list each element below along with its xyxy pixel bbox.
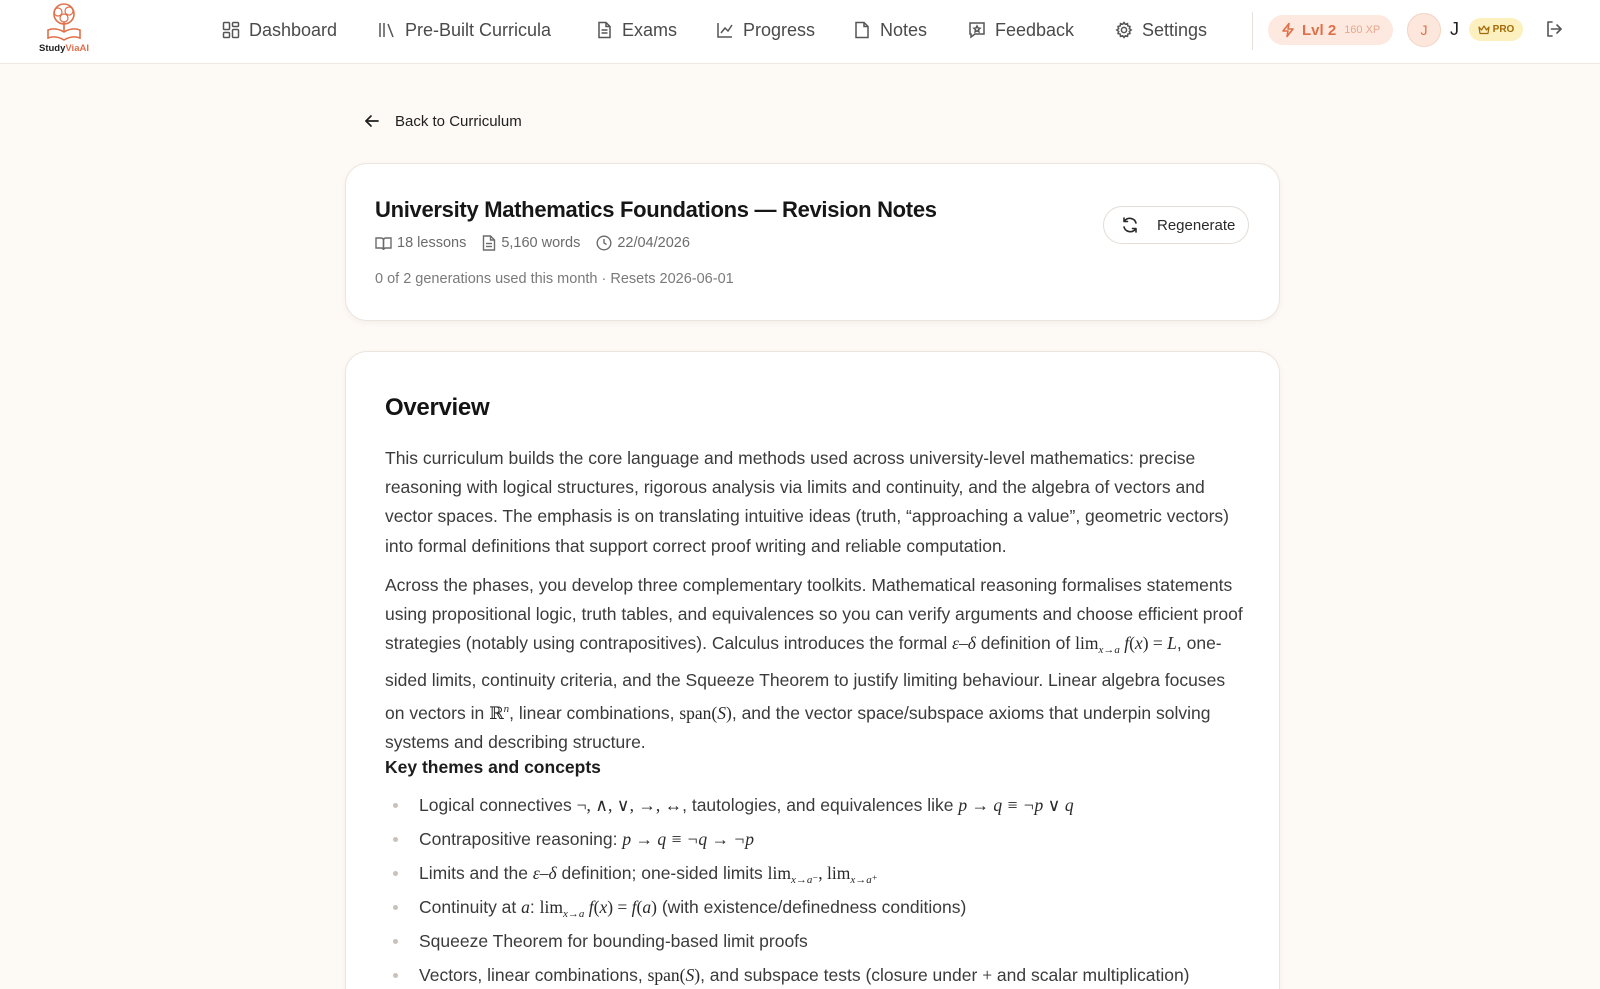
list-item: [385, 890, 1265, 924]
user-name: J: [1450, 19, 1459, 39]
generated-date: [596, 235, 690, 251]
nav-progress-label: Progress: [743, 19, 816, 40]
library-icon: [378, 21, 396, 39]
p2-text-3: , one-sided limits, continuity criteria, and the Squeeze Theorem to justify limiting behaviour. Linear algebra focuses on vectors in: [385, 633, 1226, 723]
contrapositive-math: p → q ≡ ¬q → ¬p: [622, 829, 754, 849]
nav-progress[interactable]: [716, 18, 815, 42]
top-navigation-bar: [0, 0, 1600, 64]
brand-name-part1: Study: [39, 43, 66, 54]
refresh-icon: [1121, 216, 1139, 234]
regenerate-label: Regenerate: [1157, 216, 1236, 234]
nav-divider: [1252, 12, 1253, 50]
nav-notes[interactable]: [853, 18, 927, 42]
nav-notes-label: Notes: [880, 19, 928, 40]
line-chart-icon: [716, 21, 734, 39]
list-item: [385, 958, 1265, 989]
word-count: [482, 235, 580, 251]
brand-name-part2: ViaAI: [65, 43, 89, 54]
key-themes-heading: Key themes and concepts: [385, 757, 601, 777]
implication-equivalence-math: p → q ≡ ¬p ∨ q: [958, 795, 1074, 815]
b2-text-1: Contrapositive reasoning:: [419, 829, 623, 849]
level-badge[interactable]: [1268, 15, 1393, 45]
nav-exams[interactable]: [595, 18, 677, 42]
back-link-label: Back to Curriculum: [395, 112, 522, 130]
key-themes-list: [385, 788, 1265, 989]
lightning-icon: [1280, 22, 1296, 38]
open-book-icon: [375, 236, 392, 251]
nav-dashboard-label: Dashboard: [249, 19, 338, 40]
span-s-math: span(S): [647, 965, 701, 985]
b3-text-2: definition; one-sided limits: [556, 863, 768, 883]
logout-icon: [1544, 19, 1564, 39]
list-item: [385, 788, 1265, 822]
pro-badge-label: PRO: [1492, 24, 1515, 35]
nav-feedback-label: Feedback: [995, 19, 1075, 40]
nav-settings[interactable]: [1115, 18, 1207, 42]
b3-text-1: Limits and the: [419, 863, 533, 883]
b6-text-1: Vectors, linear combinations,: [419, 965, 648, 985]
limit-definition-math: $\lim_{x\to a} f(x) = L$: [1075, 633, 1177, 657]
b4-text-3: (with existence/definedness conditions): [656, 897, 967, 917]
b6-text-3: and scalar multiplication): [992, 965, 1190, 985]
p2-text-2: definition of: [975, 633, 1076, 654]
feedback-icon: [968, 21, 986, 39]
one-sided-limits-math: $\lim_{x\to a^-}$, $\lim_{x\to a^+}$: [767, 863, 878, 886]
list-item: [385, 822, 1265, 856]
crown-icon: [1478, 25, 1490, 35]
page-title: University Mathematics Foundations — Revision Notes: [375, 197, 937, 222]
dashboard-grid-icon: [222, 21, 240, 39]
nav-dashboard[interactable]: [222, 18, 337, 42]
notes-content-card: [345, 351, 1280, 989]
b4-text-1: Continuity at: [419, 897, 522, 917]
plus-math: +: [982, 965, 993, 985]
b1-text-1: Logical connectives: [419, 795, 577, 815]
pro-badge: [1469, 18, 1523, 41]
nav-pre-built-curricula-label: Pre-Built Curricula: [405, 19, 552, 40]
connectives-math: ¬, ∧, ∨, →, ↔: [576, 795, 683, 815]
xp-label: 160 XP: [1344, 24, 1381, 36]
avatar[interactable]: J: [1407, 13, 1441, 47]
nav-settings-label: Settings: [1142, 19, 1208, 40]
tree-book-logo-icon: [42, 2, 86, 42]
epsilon-delta-math: ε–δ: [952, 633, 976, 654]
p2-text-4: , linear combinations,: [509, 702, 680, 723]
b5-text-1: Squeeze Theorem for bounding-based limit proofs: [419, 931, 808, 951]
span-s-math: span(S): [679, 702, 732, 723]
clock-icon: [596, 235, 612, 251]
b6-text-2: , and subspace tests (closure under: [700, 965, 983, 985]
brand-name: [36, 43, 92, 54]
level-label: Lvl 2: [1302, 21, 1337, 39]
note-icon: [853, 21, 871, 39]
generated-date-label: 22/04/2026: [617, 235, 690, 251]
b4-text-2: :: [529, 897, 540, 917]
overview-paragraph-1: This curriculum builds the core language and methods used across university-level mathematics: precise reasoning with logical structures, rigorous analysis via limits and continuity, and the algebra of vectors and vector spaces. The emphasis is on translating intuitive ideas (truth, “approaching a value”, geometric vectors) into formal definitions that support correct proof writing and reliable computation.: [385, 448, 1229, 556]
epsilon-delta-math: ε–δ: [532, 863, 557, 883]
nav-pre-built-curricula[interactable]: [378, 18, 551, 42]
gear-icon: [1115, 21, 1133, 39]
lessons-count: [375, 235, 466, 251]
document-icon: [482, 235, 496, 251]
point-a-math: a: [521, 897, 530, 917]
notes-header-card: [345, 163, 1280, 321]
notes-meta: [375, 235, 706, 251]
nav-feedback[interactable]: [968, 18, 1074, 42]
generation-usage: 0 of 2 generations used this month · Resets 2026-06-01: [375, 271, 734, 287]
overview-heading: Overview: [385, 394, 490, 421]
arrow-left-icon: [363, 112, 381, 130]
nav-exams-label: Exams: [622, 19, 678, 40]
logout-button[interactable]: [1544, 19, 1564, 44]
continuity-math: $\lim_{x\to a} f(x) = f(a)$: [539, 897, 657, 920]
list-item: [385, 856, 1265, 890]
brand-logo[interactable]: [36, 2, 92, 60]
word-count-label: 5,160 words: [501, 235, 581, 251]
regenerate-button[interactable]: [1103, 206, 1249, 244]
real-n-space-math: ℝ$^n$: [489, 702, 510, 723]
p2-text-1: Across the phases, you develop three complementary toolkits. Mathematical reasoning formalises statements using propositional logic, truth tables, and equivalences so you can verify arguments and choose efficient proof strategies (notably using contrapositives). Calculus introduces the formal: [385, 575, 1243, 654]
b1-text-2: , tautologies, and equivalences like: [682, 795, 959, 815]
lessons-count-label: 18 lessons: [397, 235, 467, 251]
p2-text-5: , and the vector space/subspace axioms that underpin solving systems and describing structure.: [385, 702, 1211, 753]
back-to-curriculum-link[interactable]: [363, 112, 522, 130]
document-icon: [595, 21, 613, 39]
overview-paragraph-2: [385, 571, 1245, 757]
list-item: [385, 924, 1265, 958]
